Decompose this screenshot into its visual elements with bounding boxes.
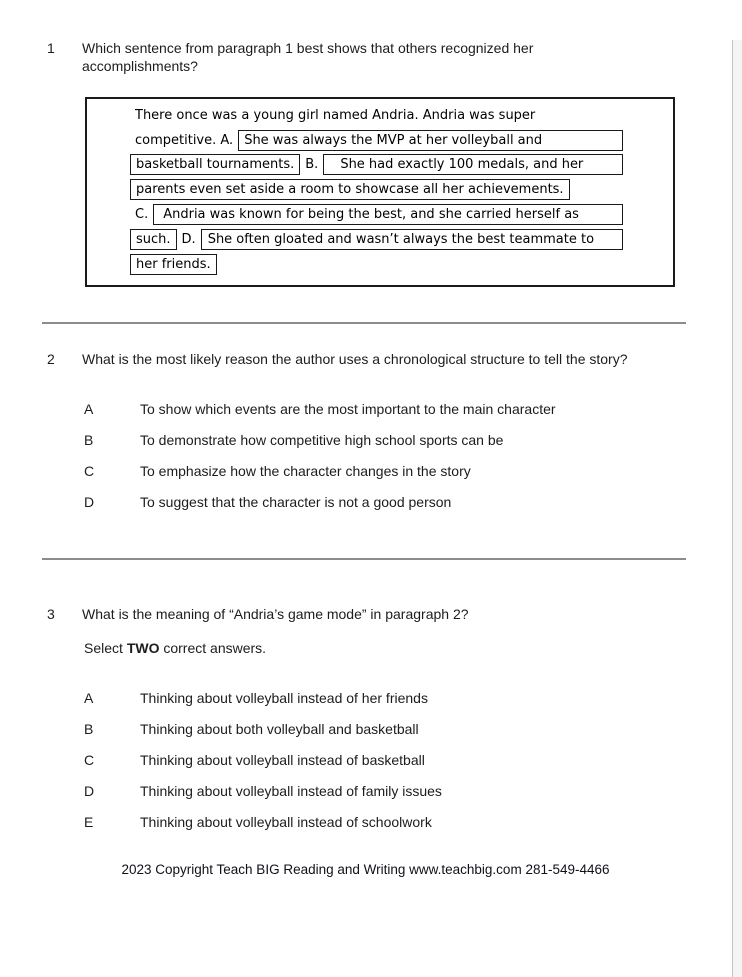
answer-sentence-b-part-1: She had exactly 100 medals, and her: [323, 154, 623, 175]
answer-sentence-a-part-2: basketball tournaments.: [130, 154, 300, 175]
question-number: 2: [47, 350, 55, 367]
question-2: [47, 351, 742, 369]
scrollbar-track[interactable]: [732, 40, 742, 977]
passage-line: [130, 153, 623, 178]
option-text: Thinking about volleyball instead of schoolwork: [140, 813, 432, 830]
option-c: [84, 462, 742, 480]
option-letter: C: [84, 751, 95, 768]
option-letter: A: [84, 401, 94, 418]
passage-line: [130, 177, 623, 202]
passage-line: [130, 227, 623, 252]
question-text: What is the meaning of “Andria’s game mode” in paragraph 2?: [82, 606, 469, 623]
question-text: What is the most likely reason the author uses a chronological structure to tell the story?: [82, 350, 628, 367]
passage-line: [130, 103, 623, 128]
option-b: [84, 431, 742, 449]
option-a: [84, 689, 742, 707]
option-letter: A: [84, 689, 94, 706]
option-d: [84, 493, 742, 511]
question-number: 1: [47, 40, 55, 56]
instruction-bold-word: TWO: [126, 639, 160, 656]
question-1: [47, 40, 742, 75]
option-text: To emphasize how the character changes in the story: [140, 463, 471, 480]
option-text: Thinking about volleyball instead of basketball: [140, 751, 425, 768]
option-text: Thinking about volleyball instead of her friends: [140, 689, 428, 706]
passage-fragment: competitive. A.: [135, 132, 234, 148]
answer-sentence-d-part-1: She often gloated and wasn’t always the best teammate to: [201, 229, 623, 250]
select-two-instruction: [84, 640, 742, 658]
answer-sentence-c-part-1: Andria was known for being the best, and she carried herself as: [153, 204, 623, 225]
footer-copyright: 2023 Copyright Teach BIG Reading and Writing www.teachbig.com 281-549-4466: [121, 861, 610, 877]
passage-line: [130, 202, 623, 227]
passage-box: [85, 97, 675, 287]
option-text: Thinking about both volleyball and basketball: [140, 720, 419, 737]
option-text: Thinking about volleyball instead of family issues: [140, 782, 442, 799]
section-divider: [42, 558, 686, 560]
answer-sentence-d-part-2: her friends.: [130, 254, 217, 275]
option-c: [84, 751, 742, 769]
answer-sentence-a-part-1: She was always the MVP at her volleyball and: [238, 130, 623, 151]
option-e: [84, 813, 742, 831]
option-letter: D: [84, 782, 95, 799]
question-number: 3: [47, 606, 55, 623]
worksheet-page: [0, 40, 742, 977]
passage-line: [130, 128, 623, 153]
section-divider: [42, 322, 686, 324]
option-text: To show which events are the most important to the main character: [140, 401, 556, 418]
option-d-label: D.: [181, 231, 196, 247]
option-letter: C: [84, 463, 95, 480]
option-letter: D: [84, 494, 95, 511]
question-2-options: [84, 400, 742, 511]
option-text: To suggest that the character is not a good person: [140, 494, 452, 511]
option-b: [84, 720, 742, 738]
question-3: [47, 606, 742, 624]
option-a: [84, 400, 742, 418]
option-letter: B: [84, 432, 94, 449]
question-3-options: [84, 689, 742, 831]
answer-sentence-c-part-2: such.: [130, 229, 177, 250]
option-b-label: B.: [305, 157, 319, 173]
option-letter: B: [84, 720, 94, 737]
option-c-label: C.: [135, 207, 149, 223]
instruction-suffix: correct answers.: [159, 639, 267, 656]
instruction-prefix: Select: [84, 639, 127, 656]
passage-line: [130, 252, 623, 277]
option-text: To demonstrate how competitive high school sports can be: [140, 432, 504, 449]
option-letter: E: [84, 813, 94, 830]
passage-fragment: There once was a young girl named Andria. Andria was super: [135, 107, 536, 123]
answer-sentence-b-part-2: parents even set aside a room to showcase all her achievements.: [130, 179, 570, 200]
option-d: [84, 782, 742, 800]
question-text: Which sentence from paragraph 1 best shows that others recognized her accomplishments?: [82, 40, 534, 74]
